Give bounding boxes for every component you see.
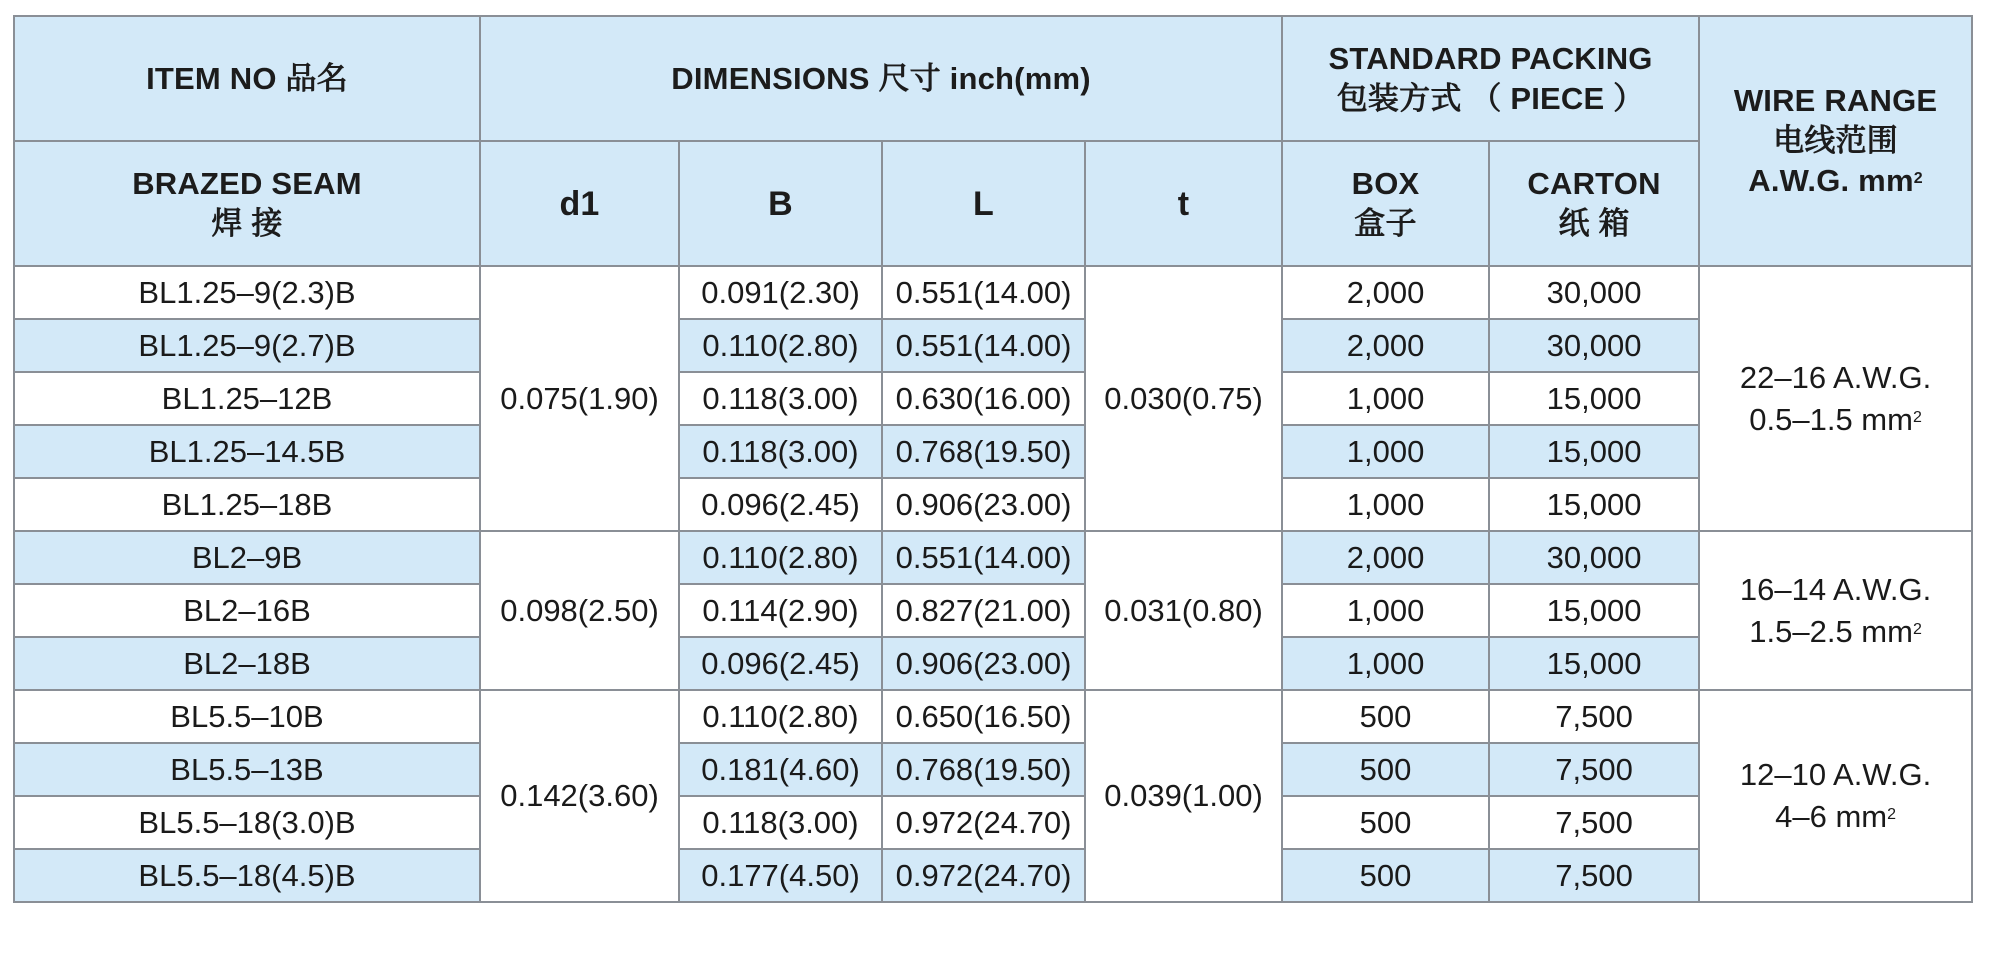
table-row <box>14 372 1972 425</box>
box-cell: 500 <box>1282 849 1489 902</box>
t-cell: 0.039(1.00) <box>1085 690 1282 902</box>
box-cell: 1,000 <box>1282 637 1489 690</box>
l-cell: 0.972(24.70) <box>882 796 1085 849</box>
carton-cell: 15,000 <box>1489 425 1699 478</box>
carton-line-2: 纸 箱 <box>1558 205 1630 241</box>
t-cell: 0.031(0.80) <box>1085 531 1282 690</box>
carton-cell: 15,000 <box>1489 584 1699 637</box>
l-cell: 0.650(16.50) <box>882 690 1085 743</box>
item-no-cell: BL5.5–18(3.0)B <box>14 796 480 849</box>
l-cell: 0.906(23.00) <box>882 637 1085 690</box>
carton-cell: 15,000 <box>1489 637 1699 690</box>
item-no-cell: BL5.5–13B <box>14 743 480 796</box>
carton-cell: 7,500 <box>1489 690 1699 743</box>
carton-cell: 30,000 <box>1489 531 1699 584</box>
item-no-cell: BL1.25–14.5B <box>14 425 480 478</box>
box-cell: 1,000 <box>1282 478 1489 531</box>
item-no-cell: BL1.25–18B <box>14 478 480 531</box>
item-no-cell: BL2–18B <box>14 637 480 690</box>
box-cell: 2,000 <box>1282 531 1489 584</box>
box-cell: 500 <box>1282 690 1489 743</box>
table-row <box>14 849 1972 902</box>
d1-cell: 0.142(3.60) <box>480 690 679 902</box>
l-cell: 0.768(19.50) <box>882 425 1085 478</box>
t-header: t <box>1085 141 1282 266</box>
table-row <box>14 478 1972 531</box>
l-cell: 0.972(24.70) <box>882 849 1085 902</box>
table-header <box>14 16 1972 266</box>
item-no-cell: BL5.5–18(4.5)B <box>14 849 480 902</box>
wire-range-cell <box>1699 266 1972 531</box>
box-cell: 2,000 <box>1282 266 1489 319</box>
box-cell: 1,000 <box>1282 372 1489 425</box>
carton-cell: 30,000 <box>1489 266 1699 319</box>
table-row <box>14 319 1972 372</box>
table-body <box>14 266 1972 902</box>
l-cell: 0.827(21.00) <box>882 584 1085 637</box>
table-row <box>14 690 1972 743</box>
wire-range-line-2: 电线范围 <box>1773 123 1898 158</box>
table-row <box>14 266 1972 319</box>
l-cell: 0.630(16.00) <box>882 372 1085 425</box>
brazed-seam-line-2: 焊 接 <box>211 205 283 241</box>
spec-table <box>13 15 1973 903</box>
l-cell: 0.551(14.00) <box>882 531 1085 584</box>
wire-range-header <box>1699 16 1972 266</box>
box-cell: 500 <box>1282 743 1489 796</box>
d1-cell: 0.075(1.90) <box>480 266 679 531</box>
d1-header: d1 <box>480 141 679 266</box>
item-no-cell: BL1.25–9(2.7)B <box>14 319 480 372</box>
box-cell: 1,000 <box>1282 425 1489 478</box>
wire-awg: 22–16 A.W.G. <box>1739 359 1932 395</box>
item-no-cell: BL2–16B <box>14 584 480 637</box>
box-line-2: 盒子 <box>1354 205 1417 241</box>
b-cell: 0.114(2.90) <box>679 584 882 637</box>
b-cell: 0.110(2.80) <box>679 319 882 372</box>
packing-line-1: STANDARD PACKING <box>1328 40 1653 76</box>
wire-awg: 12–10 A.W.G. <box>1739 757 1932 792</box>
header-row-1 <box>14 16 1972 141</box>
wire-range-line-1: WIRE RANGE <box>1733 83 1938 118</box>
carton-line-1: CARTON <box>1527 165 1661 201</box>
carton-cell: 15,000 <box>1489 372 1699 425</box>
table-row <box>14 531 1972 584</box>
b-cell: 0.118(3.00) <box>679 425 882 478</box>
wire-mm: 0.5–1.5 $mm^2$ <box>1749 401 1922 437</box>
b-cell: 0.091(2.30) <box>679 266 882 319</box>
table-row <box>14 743 1972 796</box>
packing-line-2: 包装方式 （ PIECE ） <box>1336 80 1645 116</box>
item-no-cell: BL5.5–10B <box>14 690 480 743</box>
box-line-1: BOX <box>1351 165 1420 201</box>
t-cell: 0.030(0.75) <box>1085 266 1282 531</box>
l-header: L <box>882 141 1085 266</box>
b-cell: 0.118(3.00) <box>679 372 882 425</box>
table-row <box>14 425 1972 478</box>
l-cell: 0.906(23.00) <box>882 478 1085 531</box>
brazed-seam-header <box>14 141 480 266</box>
box-cell: 500 <box>1282 796 1489 849</box>
carton-cell: 7,500 <box>1489 849 1699 902</box>
carton-cell: 15,000 <box>1489 478 1699 531</box>
item-no-cell: BL1.25–12B <box>14 372 480 425</box>
b-header: B <box>679 141 882 266</box>
d1-cell: 0.098(2.50) <box>480 531 679 690</box>
item-no-cell: BL1.25–9(2.3)B <box>14 266 480 319</box>
b-cell: 0.110(2.80) <box>679 531 882 584</box>
box-cell: 2,000 <box>1282 319 1489 372</box>
wire-range-cell <box>1699 531 1972 690</box>
table-row <box>14 637 1972 690</box>
brazed-seam-line-1: BRAZED SEAM <box>132 165 362 201</box>
table-row <box>14 796 1972 849</box>
wire-awg: 16–14 A.W.G. <box>1739 571 1932 607</box>
carton-cell: 30,000 <box>1489 319 1699 372</box>
b-cell: 0.118(3.00) <box>679 796 882 849</box>
b-cell: 0.096(2.45) <box>679 637 882 690</box>
table-row <box>14 584 1972 637</box>
l-cell: 0.551(14.00) <box>882 266 1085 319</box>
item-no-header: ITEM NO 品名 <box>14 16 480 141</box>
b-cell: 0.181(4.60) <box>679 743 882 796</box>
l-cell: 0.768(19.50) <box>882 743 1085 796</box>
wire-range-cell <box>1699 690 1972 902</box>
b-cell: 0.110(2.80) <box>679 690 882 743</box>
carton-cell: 7,500 <box>1489 796 1699 849</box>
box-header <box>1282 141 1489 266</box>
item-no-cell: BL2–9B <box>14 531 480 584</box>
b-cell: 0.177(4.50) <box>679 849 882 902</box>
box-cell: 1,000 <box>1282 584 1489 637</box>
dimensions-header: DIMENSIONS 尺寸 inch(mm) <box>480 16 1282 141</box>
wire-range-line-3: A.W.G. $mm^2$ <box>1748 163 1923 198</box>
l-cell: 0.551(14.00) <box>882 319 1085 372</box>
wire-mm: 4–6 $mm^2$ <box>1775 799 1896 834</box>
header-row-2 <box>14 141 1972 266</box>
standard-packing-header <box>1282 16 1699 141</box>
wire-mm: 1.5–2.5 $mm^2$ <box>1749 613 1922 649</box>
b-cell: 0.096(2.45) <box>679 478 882 531</box>
carton-header <box>1489 141 1699 266</box>
carton-cell: 7,500 <box>1489 743 1699 796</box>
